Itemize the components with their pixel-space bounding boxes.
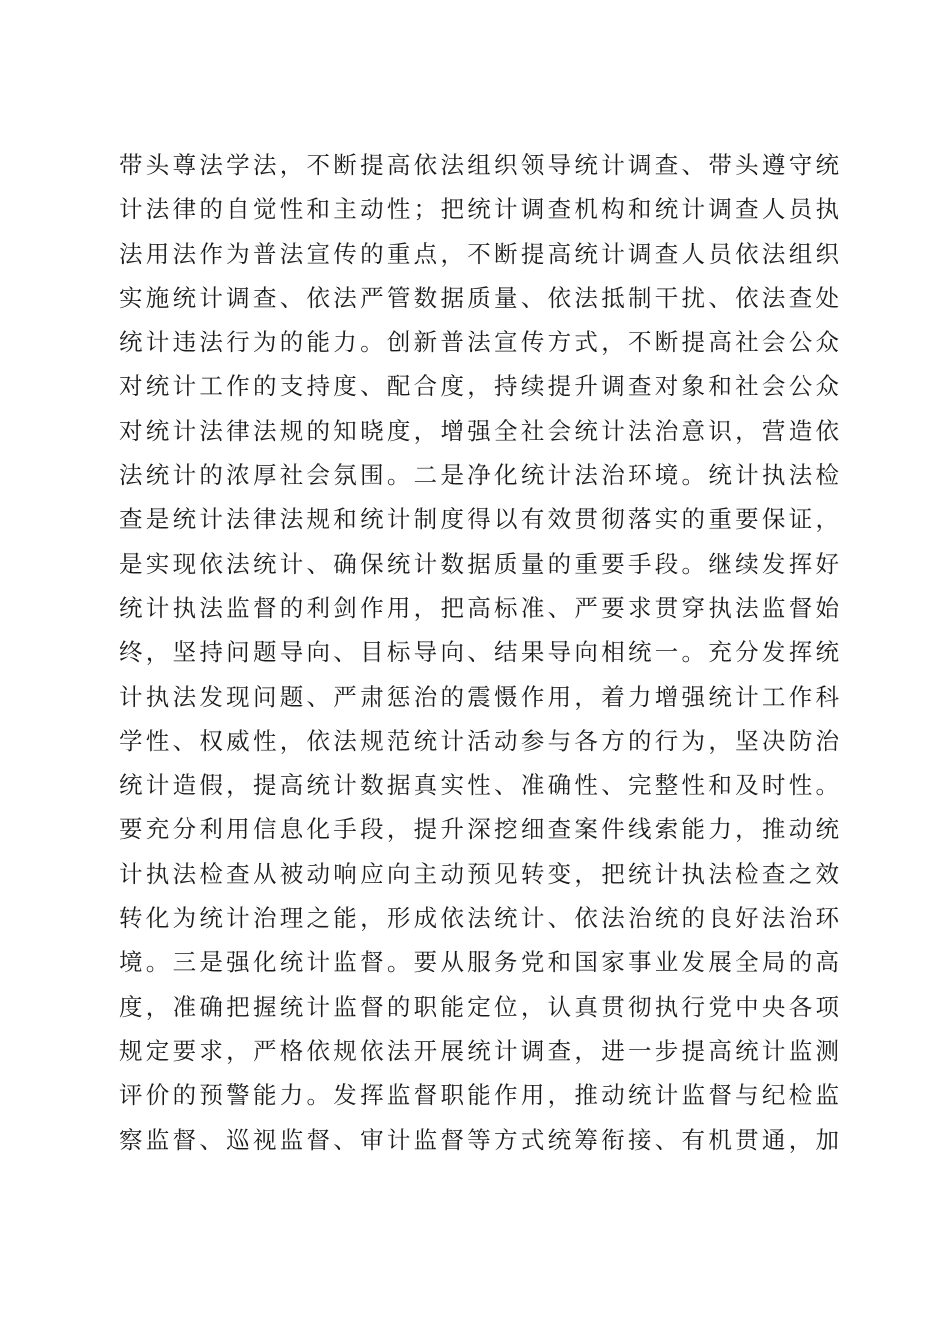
text-line-4: 实施统计调查、依法严管数据质量、依法抵制干扰、依法查处 bbox=[119, 283, 839, 312]
text-line-19: 境。三是强化统计监督。要从服务党和国家事业发展全局的高 bbox=[119, 948, 839, 977]
text-line-12: 终，坚持问题导向、目标导向、结果导向相统一。充分发挥统 bbox=[119, 638, 839, 667]
body-paragraph bbox=[119, 143, 839, 1162]
text-line-7: 对统计法律法规的知晓度，增强全社会统计法治意识，营造依 bbox=[119, 416, 839, 445]
text-line-18: 转化为统计治理之能，形成依法统计、依法治统的良好法治环 bbox=[119, 904, 839, 933]
text-line-9: 查是统计法律法规和统计制度得以有效贯彻落实的重要保证， bbox=[119, 505, 839, 534]
text-line-3: 法用法作为普法宣传的重点，不断提高统计调查人员依法组织 bbox=[119, 239, 839, 268]
text-line-6: 对统计工作的支持度、配合度，持续提升调查对象和社会公众 bbox=[119, 372, 839, 401]
text-line-10: 是实现依法统计、确保统计数据质量的重要手段。继续发挥好 bbox=[119, 549, 839, 578]
text-line-17: 计执法检查从被动响应向主动预见转变，把统计执法检查之效 bbox=[119, 859, 839, 888]
text-line-15: 统计造假，提高统计数据真实性、准确性、完整性和及时性。 bbox=[119, 771, 839, 800]
text-line-1: 带头尊法学法，不断提高依法组织领导统计调查、带头遵守统 bbox=[119, 151, 839, 179]
text-line-11: 统计执法监督的利剑作用，把高标准、严要求贯穿执法监督始 bbox=[119, 593, 839, 622]
text-line-20: 度，准确把握统计监督的职能定位，认真贯彻执行党中央各项 bbox=[119, 992, 839, 1021]
text-line-21: 规定要求，严格依规依法开展统计调查，进一步提高统计监测 bbox=[119, 1036, 839, 1065]
text-line-5: 统计违法行为的能力。创新普法宣传方式，不断提高社会公众 bbox=[119, 328, 839, 357]
text-line-14: 学性、权威性，依法规范统计活动参与各方的行为，坚决防治 bbox=[119, 726, 839, 755]
text-line-13: 计执法发现问题、严肃惩治的震慑作用，着力增强统计工作科 bbox=[119, 682, 839, 711]
text-line-22: 评价的预警能力。发挥监督职能作用，推动统计监督与纪检监 bbox=[119, 1081, 839, 1110]
text-line-2: 计法律的自觉性和主动性；把统计调查机构和统计调查人员执 bbox=[119, 195, 839, 224]
text-line-23: 察监督、巡视监督、审计监督等方式统筹衔接、有机贯通，加 bbox=[119, 1125, 839, 1154]
text-line-8: 法统计的浓厚社会氛围。二是净化统计法治环境。统计执法检 bbox=[119, 461, 839, 490]
text-line-16: 要充分利用信息化手段，提升深挖细查案件线索能力，推动统 bbox=[119, 815, 839, 844]
